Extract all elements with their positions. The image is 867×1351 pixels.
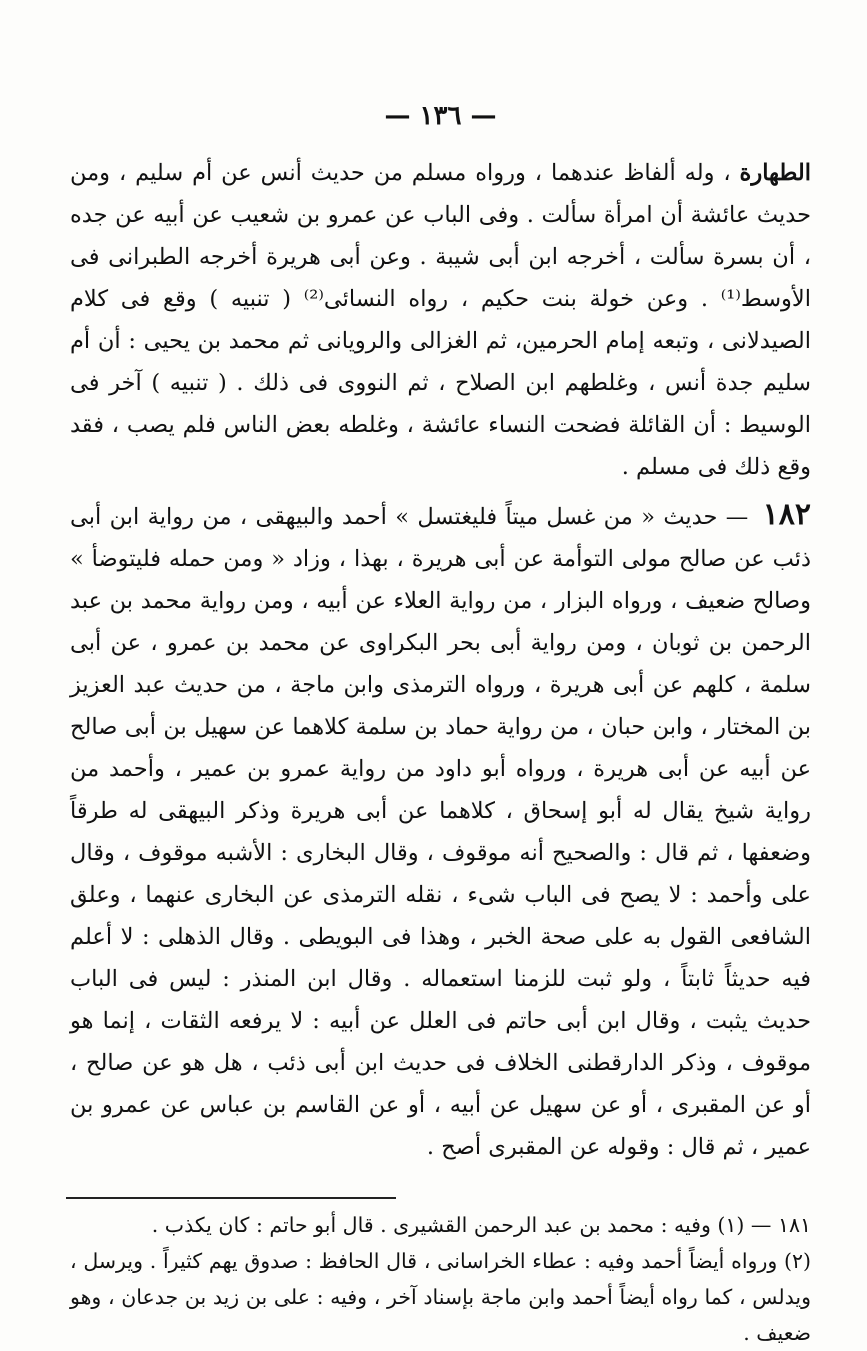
paragraph-2 [70,494,811,1168]
main-text [70,152,811,1168]
hadith-number: ١٨٢ [762,497,811,532]
paragraph-2-text: — حديث « من غسل ميتاً فليغتسل » أحمد والبيهقى ، من رواية ابن أبى ذئب عن صالح مولى التوأمة عن أبى هريرة ، بهذا ، وزاد « ومن حمله فليتوضأ » وصالح ضعيف ، ورواه البزار ، من رواية العلاء عن أبيه ، ومن رواية محمد بن عبد الرحمن بن ثوبان ، ومن رواية أبى بحر البكراوى عن محمد بن عمرو ، عن أبى سلمة ، كلهم عن أبى هريرة ، ورواه الترمذى وابن ماجة ، من حديث عبد العزيز بن المختار ، وابن حبان ، من رواية حماد بن سلمة كلاهما عن سهيل بن أبى صالح عن أبيه عن أبى هريرة ، ورواه أبو داود من رواية عمرو بن عمير ، وأحمد من رواية شيخ يقال له أبو إسحاق ، كلاهما عن أبى هريرة وذكر البيهقى له طرقاً وضعفها ، ثم قال : والصحيح أنه موقوف ، وقال البخارى : الأشبه موقوف ، وقال على وأحمد : لا يصح فى الباب شىء ، نقله الترمذى عن البخارى عنهما ، وعلق الشافعى القول به على صحة الخبر ، وهذا فى البويطى . وقال الذهلى : لا أعلم فيه حديثاً ثابتاً ، ولو ثبت للزمنا استعماله . وقال ابن المنذر : ليس فى الباب حديث يثبت ، وقال ابن أبى حاتم فى العلل عن أبيه : لا يرفعه الثقات ، إنما هو موقوف ، وذكر الدارقطنى الخلاف فى حديث ابن أبى ذئب ، هل هو عن صالح ، أو عن المقبرى ، أو عن سهيل عن أبيه ، أو عن القاسم بن عباس عن عمرو بن عمير ، ثم قال : وقوله عن المقبرى أصح . [70,504,811,1160]
paragraph-1-text: ، وله ألفاظ عندهما ، ورواه مسلم من حديث أنس عن أم سليم ، ومن حديث عائشة أن امرأة سألت . وفى الباب عن عمرو بن شعيب عن أبيه عن جده ، أن بسرة سألت ، أخرجه ابن أبى شيبة . وعن أبى هريرة أخرجه الطبرانى فى الأوسط⁽¹⁾ . وعن خولة بنت حكيم ، رواه النسائى⁽²⁾ ( تنبيه ) وقع فى كلام الصيدلانى ، وتبعه إمام الحرمين، ثم الغزالى والرويانى ثم محمد بن يحيى : أن أم سليم جدة أنس ، وغلطهم ابن الصلاح ، ثم النووى فى ذلك . ( تنبيه ) آخر فى الوسيط : أن القائلة فضحت النساء عائشة ، وغلطه بعض الناس فلم يصب ، فقد وقع ذلك فى مسلم . [70,160,811,480]
footnotes [70,1207,811,1351]
page [70,96,811,1350]
paragraph-1 [70,152,811,488]
page-number: — ١٣٦ — [384,101,497,131]
footnote-separator-wrap [70,1184,811,1203]
footnote-1: ١٨١ — (١) وفيه : محمد بن عبد الرحمن القشيرى . قال أبو حاتم : كان يكذب . [151,1213,811,1237]
footnote-separator [66,1197,396,1199]
paragraph-1-lead: الطهارة [739,160,811,186]
footnote-2: (٢) ورواه أيضاً أحمد وفيه : عطاء الخراسانى ، قال الحافظ : صدوق يهم كثيراً . ويرسل ، ويدلس ، كما رواه أيضاً أحمد وابن ماجة بإسناد آخر ، وفيه : على بن زيد بن جدعان ، وهو ضعيف . [70,1249,811,1345]
